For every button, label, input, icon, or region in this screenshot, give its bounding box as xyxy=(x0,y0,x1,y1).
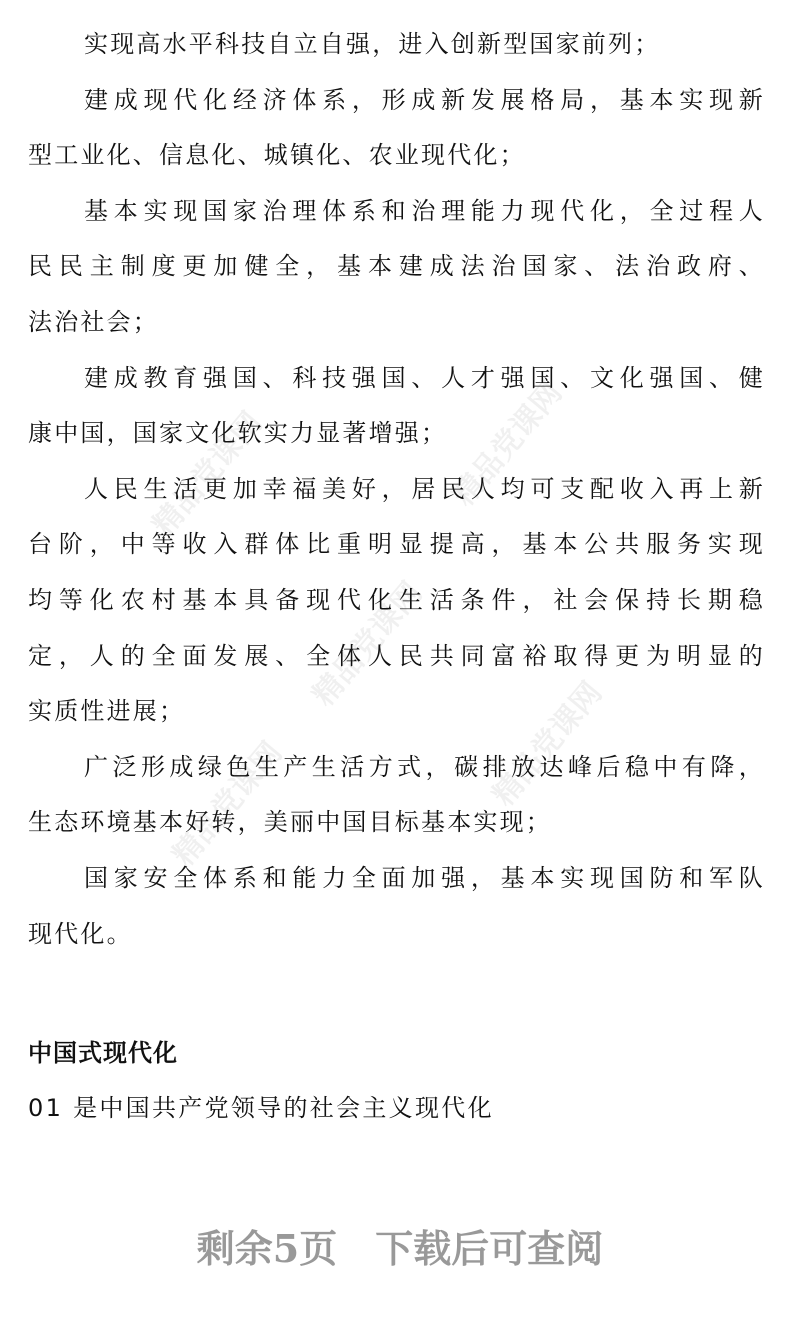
paragraph-line: 广泛形成绿色生产生活方式，碳排放达峰后稳中有降， xyxy=(84,753,765,781)
watermark-text: 精品党课网 xyxy=(486,675,610,813)
paragraph-line: 生态环境基本好转，美丽中国目标基本实现； xyxy=(28,808,552,836)
paragraph-line: 基本实现国家治理体系和治理能力现代化，全过程人 xyxy=(84,197,765,225)
paragraph-line: 型工业化、信息化、城镇化、农业现代化； xyxy=(28,141,526,169)
watermark-text: 精品党课网 xyxy=(446,375,570,513)
paragraph-line: 定，人的全面发展、全体人民共同富裕取得更为明显的 xyxy=(28,642,765,670)
paragraph-line: 实质性进展； xyxy=(28,697,186,725)
paragraph-line: 现代化。 xyxy=(28,920,133,948)
list-item-01: 01 是中国共产党领导的社会主义现代化 xyxy=(28,1094,494,1122)
paragraph-line: 实现高水平科技自立自强，进入创新型国家前列； xyxy=(84,30,661,58)
download-to-view-more-button[interactable]: 剩余5页 下载后可查阅 xyxy=(196,1226,604,1271)
paragraph-line: 民民主制度更加健全，基本建成法治国家、法治政府、 xyxy=(28,252,765,280)
paragraph-line: 建成现代化经济体系，形成新发展格局，基本实现新 xyxy=(84,86,765,114)
watermark-text: 精品党课网 xyxy=(166,735,290,873)
section-heading: 中国式现代化 xyxy=(28,1039,178,1067)
paragraph-line: 法治社会； xyxy=(28,308,159,336)
paragraph-line: 人民生活更加幸福美好，居民人均可支配收入再上新 xyxy=(84,475,765,503)
watermark-text: 精品党课网 xyxy=(146,405,270,543)
watermark-text: 精品党课网 xyxy=(306,575,430,713)
paragraph-line: 建成教育强国、科技强国、人才强国、文化强国、健 xyxy=(84,364,765,392)
paragraph-line: 国家安全体系和能力全面加强，基本实现国防和军队 xyxy=(84,864,765,892)
paragraph-line: 台阶，中等收入群体比重明显提高，基本公共服务实现 xyxy=(28,530,765,558)
paragraph-line: 均等化农村基本具备现代化生活条件，社会保持长期稳 xyxy=(28,586,765,614)
paragraph-line: 康中国，国家文化软实力显著增强； xyxy=(28,419,448,447)
